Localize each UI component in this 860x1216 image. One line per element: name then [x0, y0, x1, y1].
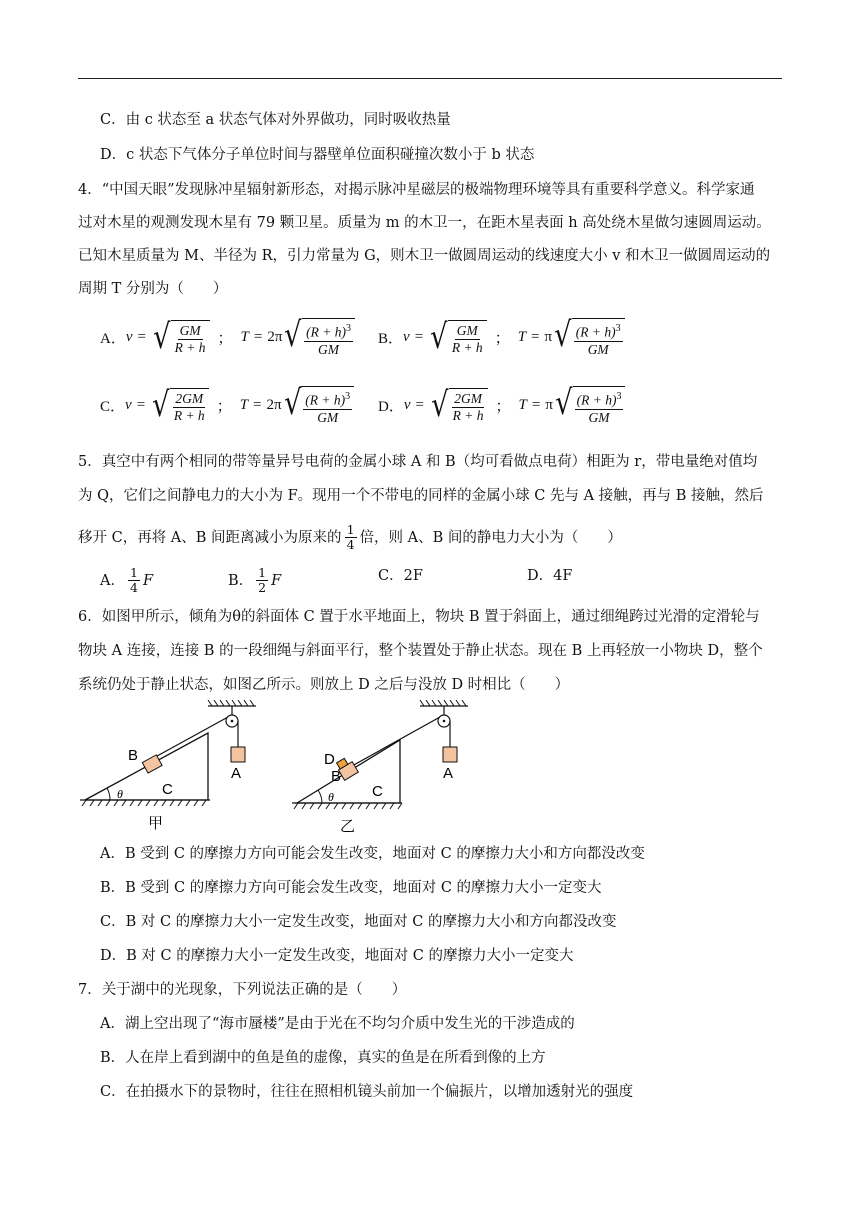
- q4-t-fraction: [303, 389, 352, 426]
- q4-v-num: GM: [182, 390, 204, 406]
- q5-stem-line-3: [78, 523, 622, 552]
- q5-option-d-label: D．: [527, 568, 554, 584]
- q4-t-sqrt: √ $\frac{(R + h)^3}{GM}$: [553, 386, 626, 426]
- q5-line3-frac-num: 1: [346, 522, 355, 537]
- q5-option-d-text: 4F: [553, 568, 573, 584]
- q4-stem-line-1: 4．“中国天眼”发现脉冲星辐射新形态，对揭示脉冲星磁层的极端物理环境等具有重要科学意义。科学家通: [78, 182, 755, 198]
- q5-option-a: [100, 566, 153, 595]
- q4-separator: ；: [494, 331, 510, 348]
- fig2-label-c: C: [372, 783, 383, 800]
- q5-option-c-text: 2F: [403, 568, 423, 584]
- q4-v-num: GM: [179, 322, 201, 338]
- q4-stem-line-3: 已知木星质量为 M、半径为 R，引力常量为 G，则木卫一做圆周运动的线速度大小 v 和木卫一做圆周运动的: [78, 248, 771, 264]
- fig1-label-a: A: [231, 765, 242, 782]
- q4-t-symbol: T: [240, 329, 249, 346]
- block-a: [231, 747, 245, 762]
- q4-equals: =: [531, 397, 541, 414]
- q4-t-exponent: 3: [345, 323, 351, 334]
- q4-v-fraction: [451, 391, 486, 424]
- q4-separator: ；: [217, 331, 233, 348]
- q4-t-num: (R + h): [575, 324, 616, 340]
- q4-option-c: [100, 383, 354, 426]
- q5-option-b-num: 1: [258, 565, 267, 580]
- q5-line3-frac-den: 4: [346, 537, 355, 552]
- q5-option-b: [228, 566, 281, 595]
- q4-t-coef: π: [545, 397, 553, 414]
- q7-option-a: A．湖上空出现了“海市蜃楼”是由于光在不均匀介质中发生光的干涉造成的: [100, 1016, 575, 1032]
- q4-v-den: R + h: [174, 339, 206, 355]
- q4-t-coef: 2π: [266, 397, 282, 414]
- q7-stem: 7．关于湖中的光现象，下列说法正确的是（ ）: [78, 982, 407, 998]
- fig2-caption: 乙: [340, 817, 356, 835]
- q5-option-b-den: 2: [258, 580, 267, 595]
- q4-t-symbol: T: [518, 397, 527, 414]
- q4-v-den: R + h: [451, 339, 483, 355]
- q4-option-label: C．: [100, 399, 126, 416]
- q4-v-sqrt: √ $\frac{GM}{R + h}$: [428, 320, 487, 356]
- q6-option-b: B．B 受到 C 的摩擦力方向可能会发生改变，地面对 C 的摩擦力大小一定变大: [100, 880, 602, 896]
- q4-v-coef: 2: [454, 390, 461, 406]
- q4-equals: =: [137, 329, 146, 346]
- q4-stem-line-4: 周期 T 分别为（ ）: [78, 281, 228, 297]
- q4-v-fraction: [172, 391, 207, 424]
- q4-t-num: (R + h): [305, 392, 346, 408]
- q4-v-fraction: [173, 323, 208, 356]
- q4-option-label: D．: [378, 399, 404, 416]
- q4-v-coef: 2: [175, 390, 183, 406]
- q3-option-d: D．c 状态下气体分子单位时间与器壁单位面积碰撞次数小于 b 状态: [100, 147, 535, 163]
- fig2-label-b: B: [331, 768, 342, 785]
- q4-v-symbol: v: [125, 329, 133, 346]
- q4-option-label: A．: [100, 331, 126, 348]
- q5-option-c: [378, 566, 423, 586]
- q4-t-symbol: T: [239, 397, 249, 414]
- q6-option-c: C．B 对 C 的摩擦力大小一定发生改变，地面对 C 的摩擦力大小和方向都没改变: [100, 914, 617, 930]
- q5-option-a-label: A．: [100, 572, 125, 589]
- q5-option-b-tail: F: [271, 572, 282, 589]
- q4-t-den: GM: [317, 409, 339, 425]
- q3-option-c: C．由 c 状态至 a 状态气体对外界做功，同时吸收热量: [100, 112, 451, 128]
- q5-option-a-tail: F: [142, 572, 153, 589]
- q4-separator: ；: [495, 399, 511, 416]
- q6-stem-line-1: 6．如图甲所示，倾角为θ的斜面体 C 置于水平地面上，物块 B 置于斜面上，通过细绳跨过光滑的定滑轮与: [78, 609, 760, 625]
- q4-t-fraction: [575, 389, 624, 426]
- q4-v-num: GM: [456, 322, 478, 338]
- q7-option-b: B．人在岸上看到湖中的鱼是鱼的虚像，真实的鱼是在所看到像的上方: [100, 1050, 546, 1066]
- q4-v-sqrt: √ $\frac{2GM}{R + h}$: [150, 388, 209, 424]
- fig2-theta: θ: [328, 790, 334, 804]
- q4-equals: =: [136, 397, 146, 414]
- q4-t-num: (R + h): [576, 392, 617, 408]
- q4-t-sqrt: √ $\frac{(R + h)^3}{GM}$: [282, 386, 355, 426]
- q4-t-fraction: [574, 321, 623, 358]
- q4-v-symbol: v: [125, 397, 132, 414]
- q4-t-fraction: [304, 321, 353, 358]
- q4-equals: =: [415, 397, 424, 414]
- q5-option-c-label: C．: [378, 568, 404, 584]
- q5-option-d: [527, 566, 572, 586]
- q4-option-d: [378, 383, 625, 426]
- block-a: [443, 747, 457, 762]
- q4-v-den: R + h: [452, 407, 484, 423]
- q4-v-symbol: v: [403, 397, 411, 414]
- q4-t-den: GM: [587, 341, 609, 357]
- q4-option-b: [378, 315, 625, 358]
- q4-t-den: GM: [318, 341, 340, 357]
- q5-stem-line-1: 5．真空中有两个相同的带等量异号电荷的金属小球 A 和 B（均可看做点电荷）相距为 r，带电量绝对值均: [78, 454, 758, 470]
- q4-v-sqrt: √ $\frac{2GM}{R + h}$: [429, 388, 488, 424]
- q4-t-num: (R + h): [306, 324, 346, 340]
- header-rule: [78, 78, 782, 79]
- q4-t-coef: π: [544, 329, 553, 346]
- fig2-label-a: A: [443, 765, 454, 782]
- q4-t-exponent: 3: [345, 391, 351, 402]
- q4-v-den: R + h: [173, 407, 205, 423]
- q4-option-a: [100, 315, 355, 358]
- figure-yi: [290, 700, 480, 835]
- q5-line3-post: 倍，则 A、B 间的静电力大小为（ ）: [359, 529, 622, 546]
- fig1-theta: θ: [117, 787, 123, 801]
- figure-jia: [80, 700, 270, 835]
- q6-stem-line-3: 系统仍处于静止状态，如图乙所示。则放上 D 之后与没放 D 时相比（ ）: [78, 677, 570, 693]
- q6-option-d: D．B 对 C 的摩擦力大小一定发生改变，地面对 C 的摩擦力大小一定变大: [100, 948, 574, 964]
- q4-v-sqrt: √ $\frac{GM}{R + h}$: [151, 320, 210, 356]
- q5-option-a-den: 4: [129, 580, 138, 595]
- fig1-label-c: C: [162, 781, 173, 798]
- fig2-label-d: D: [324, 751, 335, 768]
- q4-t-coef: 2π: [267, 329, 283, 346]
- q4-t-sqrt: √ $\frac{(R + h)^3}{GM}$: [282, 318, 355, 358]
- q4-t-sqrt: √ $\frac{(R + h)^3}{GM}$: [552, 318, 625, 358]
- q4-t-symbol: T: [517, 329, 527, 346]
- q5-option-a-fraction: [128, 566, 140, 595]
- q4-v-fraction: [450, 323, 485, 356]
- q4-option-label: B．: [378, 331, 404, 348]
- q5-stem-line-2: 为 Q，它们之间静电力的大小为 F。现用一个不带电的同样的金属小球 C 先与 A 接触，再与 B 接触，然后: [78, 488, 764, 504]
- q4-v-num: GM: [460, 390, 482, 406]
- q6-option-a: A．B 受到 C 的摩擦力方向可能会发生改变，地面对 C 的摩擦力大小和方向都没改变: [100, 846, 645, 862]
- q7-option-c: C．在拍摄水下的景物时，往往在照相机镜头前加一个偏振片，以增加透射光的强度: [100, 1084, 634, 1100]
- q5-option-b-label: B．: [228, 572, 254, 589]
- q4-stem-line-2: 过对木星的观测发现木星有 79 颗卫星。质量为 m 的木卫一，在距木星表面 h 高处绕木星做匀速圆周运动。: [78, 215, 771, 231]
- q5-line3-fraction: [345, 523, 357, 552]
- q5-line3-pre: 移开 C，再将 A、B 间距离减小为原来的: [78, 529, 342, 546]
- q4-t-exponent: 3: [615, 323, 621, 334]
- q6-stem-line-2: 物块 A 连接，连接 B 的一段细绳与斜面平行，整个装置处于静止状态。现在 B 上再轻放一小物块 D，整个: [78, 643, 763, 659]
- q4-t-den: GM: [588, 409, 610, 425]
- q4-equals: =: [253, 329, 263, 346]
- block-b: [142, 755, 162, 773]
- q5-option-a-num: 1: [129, 565, 138, 580]
- q4-t-exponent: 3: [616, 391, 622, 402]
- q4-equals: =: [531, 329, 540, 346]
- q4-v-symbol: v: [403, 329, 410, 346]
- q5-option-b-fraction: [256, 566, 268, 595]
- q4-equals: =: [414, 329, 424, 346]
- fig1-caption: 甲: [148, 814, 164, 832]
- q4-separator: ；: [216, 399, 232, 416]
- fig1-label-b: B: [128, 747, 139, 764]
- q4-equals: =: [253, 397, 262, 414]
